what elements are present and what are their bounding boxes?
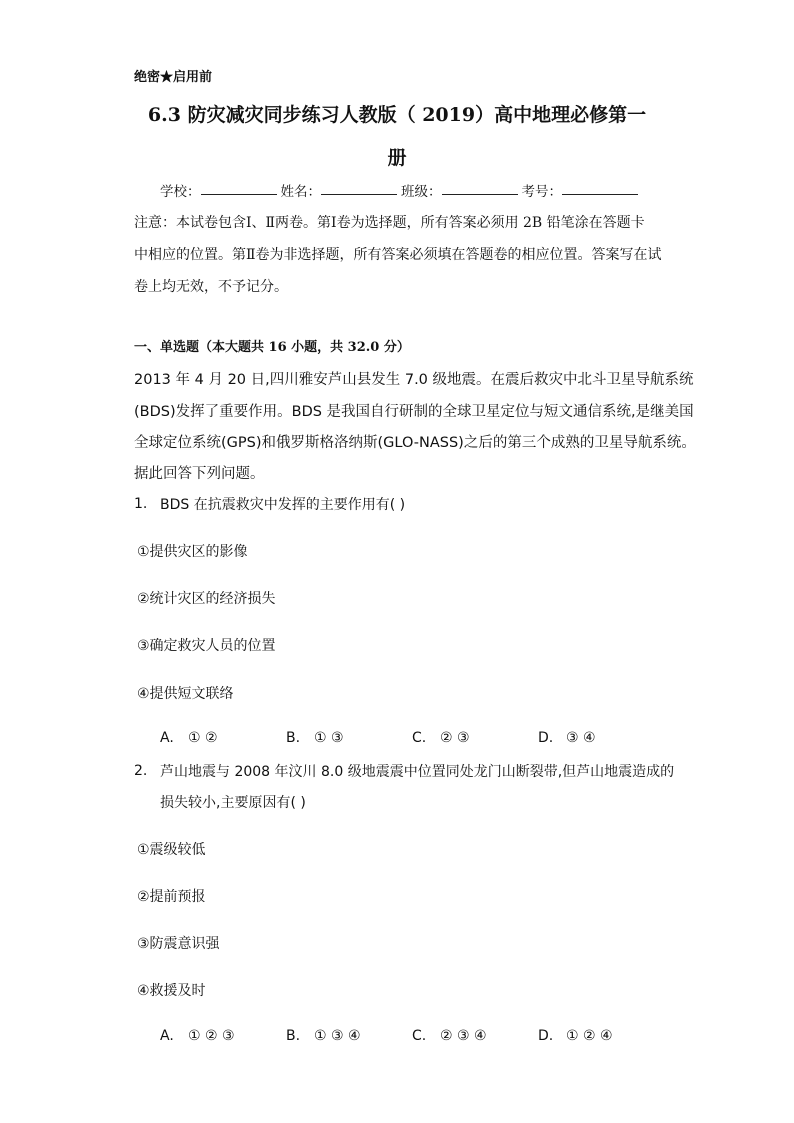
- choice-value: ② ③: [440, 730, 470, 746]
- passage-line: 2013 年 4 月 20 日,四川雅安芦山县发生 7.0 级地震。在震后救灾中北斗卫星导航系统: [134, 372, 694, 388]
- exam-number-label: 考号：: [521, 184, 562, 200]
- name-label: 姓名：: [280, 184, 321, 200]
- option-item: ③确定救灾人员的位置: [137, 638, 276, 654]
- notice-line: 卷上均无效，不予记分。: [134, 279, 288, 295]
- school-label: 学校：: [160, 184, 201, 200]
- choice-value: ① ②: [188, 730, 218, 746]
- choice-value: ① ② ③: [188, 1028, 235, 1044]
- answer-choice-b[interactable]: [286, 730, 344, 746]
- choice-letter: A.: [160, 1028, 174, 1044]
- answer-choice-b[interactable]: [286, 1028, 361, 1044]
- page-title: 6.3 防灾减灾同步练习人教版（ 2019）高中地理必修第一: [147, 104, 647, 126]
- choice-letter: B.: [286, 1028, 301, 1044]
- option-item: ④提供短文联络: [137, 686, 234, 702]
- section-title: 一、单选题（本大题共 16 小题，共 32.0 分）: [134, 340, 410, 355]
- choice-value: ① ③ ④: [314, 1028, 361, 1044]
- option-item: ②统计灾区的经济损失: [137, 591, 276, 607]
- exam-number-field[interactable]: [562, 180, 638, 195]
- choice-letter: C.: [412, 730, 427, 746]
- answer-choice-c[interactable]: [412, 730, 470, 746]
- question-number: 2.: [134, 763, 148, 779]
- question-text: 芦山地震与 2008 年汶川 8.0 级地震震中位置同处龙门山断裂带,但芦山地震造成的: [160, 764, 675, 780]
- student-info-row: [160, 180, 642, 200]
- answer-choice-a[interactable]: [160, 730, 218, 746]
- passage-line: (BDS)发挥了重要作用。BDS 是我国自行研制的全球卫星定位与短文通信系统,是继美国: [134, 404, 694, 420]
- question-text-continued: 损失较小,主要原因有( ): [160, 795, 306, 811]
- answer-choice-c[interactable]: [412, 1028, 487, 1044]
- choice-value: ① ③: [314, 730, 344, 746]
- answer-choice-d[interactable]: [538, 1028, 613, 1044]
- choice-value: ① ② ④: [566, 1028, 613, 1044]
- option-item: ①震级较低: [137, 842, 206, 858]
- option-item: ④救援及时: [137, 983, 206, 999]
- option-item: ①提供灾区的影像: [137, 544, 248, 560]
- notice-line: 注意：本试卷包含Ⅰ、Ⅱ两卷。第Ⅰ卷为选择题，所有答案必须用 2B 铅笔涂在答题卡: [134, 215, 645, 231]
- option-item: ②提前预报: [137, 889, 206, 905]
- passage-line: 全球定位系统(GPS)和俄罗斯格洛纳斯(GLO-NASS)之后的第三个成熟的卫星导航系统。: [134, 435, 696, 451]
- choice-value: ③ ④: [566, 730, 596, 746]
- answer-choice-d[interactable]: [538, 730, 596, 746]
- page-title-continued: 册: [387, 147, 407, 169]
- choice-value: ② ③ ④: [440, 1028, 487, 1044]
- name-field[interactable]: [321, 180, 397, 195]
- choice-letter: A.: [160, 730, 174, 746]
- confidential-label: 绝密★启用前: [134, 70, 213, 85]
- option-item: ③防震意识强: [137, 936, 220, 952]
- choice-letter: D.: [538, 730, 554, 746]
- choice-letter: B.: [286, 730, 301, 746]
- choice-letter: C.: [412, 1028, 427, 1044]
- answer-choice-a[interactable]: [160, 1028, 235, 1044]
- passage-line: 据此回答下列问题。: [134, 466, 265, 482]
- question-number: 1.: [134, 496, 148, 512]
- choice-letter: D.: [538, 1028, 554, 1044]
- notice-line: 中相应的位置。第Ⅱ卷为非选择题，所有答案必须填在答题卷的相应位置。答案写在试: [134, 247, 662, 263]
- class-field[interactable]: [442, 180, 518, 195]
- school-field[interactable]: [201, 180, 277, 195]
- class-label: 班级：: [401, 184, 442, 200]
- question-text: BDS 在抗震救灾中发挥的主要作用有( ): [160, 497, 406, 513]
